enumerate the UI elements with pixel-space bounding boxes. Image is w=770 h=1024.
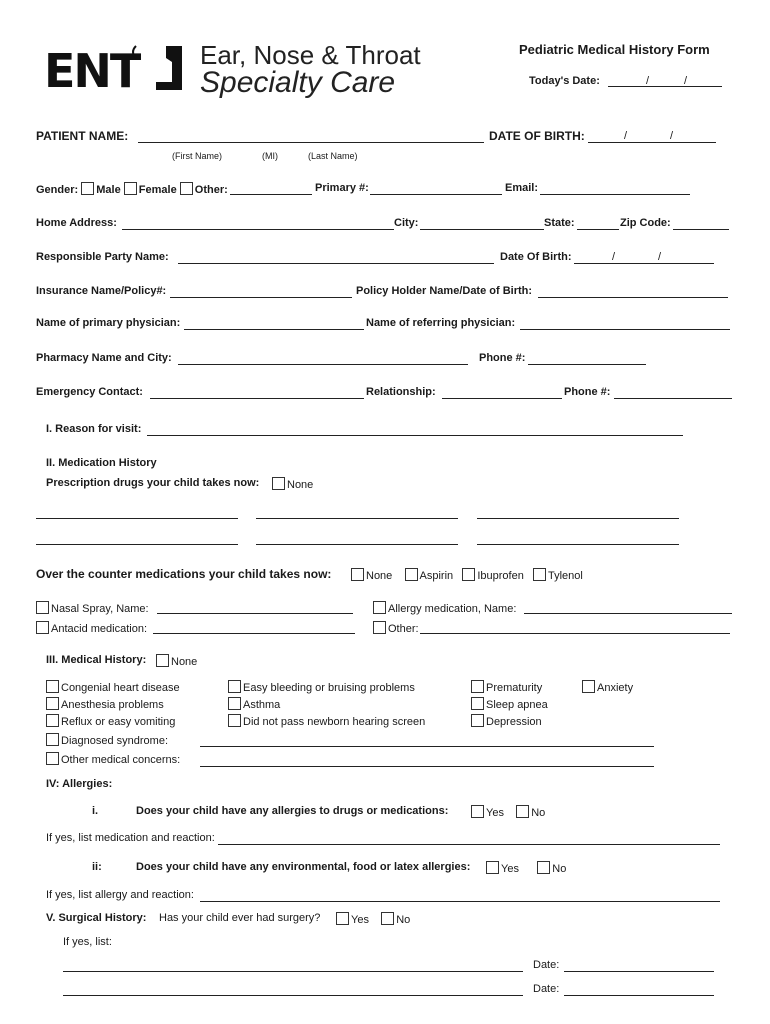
history-checkbox[interactable] (228, 680, 241, 693)
mi-caption: (MI) (262, 151, 278, 161)
surgery-date-field[interactable] (564, 995, 714, 996)
prescription-line[interactable] (256, 544, 458, 545)
medical-history-none-checkbox[interactable] (156, 654, 169, 667)
policy-holder-field[interactable] (538, 297, 728, 298)
todays-date-field[interactable] (608, 86, 722, 87)
email-field[interactable] (540, 194, 690, 195)
history-checkbox[interactable] (46, 714, 59, 727)
tylenol-checkbox[interactable] (533, 568, 546, 581)
none-label: None (287, 479, 314, 491)
gender-row (36, 182, 228, 196)
history-item (46, 752, 180, 769)
male-label: Male (96, 184, 121, 196)
yes-label: Yes (486, 807, 504, 819)
history-label: Depression (486, 716, 542, 728)
primary-phone-label: Primary #: (315, 182, 369, 194)
history-item (228, 680, 425, 697)
referring-physician-label: Name of referring physician: (366, 317, 516, 329)
emergency-contact-label: Emergency Contact: (36, 386, 143, 398)
history-item (228, 714, 425, 731)
first-name-caption: (First Name) (172, 151, 222, 161)
history-item (582, 680, 633, 694)
allergy-q2-no-checkbox[interactable] (537, 861, 550, 874)
emergency-phone-label: Phone #: (564, 386, 611, 398)
surgical-history-title: V. Surgical History: (46, 912, 147, 924)
other-label: Other: (194, 184, 228, 196)
antacid-field[interactable] (153, 633, 355, 634)
history-item (228, 697, 425, 714)
surgery-if-yes: If yes, list: (63, 936, 112, 948)
prescription-label: Prescription drugs your child takes now: (46, 477, 260, 489)
patient-name-label: PATIENT NAME: (36, 129, 129, 143)
referring-physician-field[interactable] (520, 329, 730, 330)
history-label: Easy bleeding or bruising problems (243, 682, 415, 694)
emergency-contact-field[interactable] (150, 398, 364, 399)
otc-options (351, 568, 583, 582)
surgery-line[interactable] (63, 995, 523, 996)
otc-none-label: None (366, 570, 393, 582)
primary-phone-field[interactable] (370, 194, 502, 195)
history-checkbox[interactable] (471, 697, 484, 710)
history-checkbox[interactable] (471, 680, 484, 693)
other-med-field[interactable] (420, 633, 730, 634)
antacid-checkbox[interactable] (36, 621, 49, 634)
history-checkbox[interactable] (471, 714, 484, 727)
reason-label: I. Reason for visit: (46, 423, 142, 435)
tylenol-label: Tylenol (547, 570, 583, 582)
allergy-q1-followup: If yes, list medication and reaction: (46, 832, 215, 844)
allergy-q1-field[interactable] (218, 844, 720, 845)
history-checkbox[interactable] (46, 680, 59, 693)
prescription-line[interactable] (477, 518, 679, 519)
diagnosed-syndrome-field[interactable] (200, 746, 654, 747)
history-item (471, 714, 548, 731)
allergy-q2-field[interactable] (200, 901, 720, 902)
allergies-title: IV: Allergies: (46, 778, 113, 790)
otc-none-checkbox[interactable] (351, 568, 364, 581)
other-med-label: Other: (388, 623, 419, 635)
allergy-med-field[interactable] (524, 613, 732, 614)
allergy-med-label: Allergy medication, Name: (388, 603, 517, 615)
no-label: No (531, 807, 546, 819)
gender-label: Gender: (36, 184, 79, 196)
email-label: Email: (505, 182, 539, 194)
city-field[interactable] (420, 229, 544, 230)
history-item (46, 680, 180, 697)
city-label: City: (394, 217, 419, 229)
allergy-q1-options (471, 805, 545, 819)
allergy-q2-yes-checkbox[interactable] (486, 861, 499, 874)
allergy-q1-text: Does your child have any allergies to drugs or medications: (136, 805, 449, 817)
history-checkbox[interactable] (46, 697, 59, 710)
prescription-line[interactable] (36, 544, 238, 545)
allergy-q2-text: Does your child have any environmental, food or latex allergies: (136, 861, 471, 873)
primary-physician-label: Name of primary physician: (36, 317, 181, 329)
ibuprofen-checkbox[interactable] (462, 568, 475, 581)
antacid-row (36, 621, 147, 635)
date-slash: / (624, 130, 628, 142)
female-label: Female (138, 184, 177, 196)
otc-label: Over the counter medications your child takes now: (36, 567, 332, 581)
ibuprofen-label: Ibuprofen (477, 570, 524, 582)
medication-history-title: II. Medication History (46, 457, 157, 469)
history-label: Did not pass newborn hearing screen (243, 716, 426, 728)
relationship-field[interactable] (442, 398, 562, 399)
history-label: Diagnosed syndrome: (61, 735, 169, 747)
reason-field[interactable] (147, 435, 683, 436)
history-col2 (228, 680, 425, 731)
history-checkbox[interactable] (228, 697, 241, 710)
none-label: None (171, 656, 198, 668)
history-item (471, 697, 548, 714)
relationship-label: Relationship: (366, 386, 436, 398)
pharmacy-phone-field[interactable] (528, 364, 646, 365)
other-concerns-field[interactable] (200, 766, 654, 767)
allergy-q1-yes-checkbox[interactable] (471, 805, 484, 818)
history-item (46, 714, 180, 731)
surgery-yes-checkbox[interactable] (336, 912, 349, 925)
date-slash: / (670, 130, 674, 142)
primary-physician-field[interactable] (184, 329, 364, 330)
last-name-caption: (Last Name) (308, 151, 358, 161)
history-item (471, 680, 548, 697)
responsible-dob-label: Date Of Birth: (500, 251, 572, 263)
history-label: Prematurity (486, 682, 543, 694)
no-label: No (396, 914, 411, 926)
allergy-med-row (373, 601, 516, 615)
todays-date-label: Today's Date: (529, 75, 600, 87)
responsible-party-label: Responsible Party Name: (36, 251, 169, 263)
history-item (46, 733, 180, 750)
history-item (46, 697, 180, 714)
nasal-spray-label: Nasal Spray, Name: (51, 603, 149, 615)
yes-label: Yes (351, 914, 369, 926)
history-label: Congenial heart disease (61, 682, 180, 694)
date-slash: / (684, 75, 688, 87)
history-label: Reflux or easy vomiting (61, 716, 176, 728)
logo-subtitle: Specialty Care (200, 66, 396, 99)
history-label: Other medical concerns: (61, 754, 181, 766)
surgery-question: Has your child ever had surgery? (159, 912, 321, 924)
emergency-phone-field[interactable] (614, 398, 732, 399)
history-label: Anxiety (597, 682, 634, 694)
male-checkbox[interactable] (81, 182, 94, 195)
pharmacy-field[interactable] (178, 364, 468, 365)
history-label: Asthma (243, 699, 281, 711)
other-med-row (373, 621, 419, 635)
history-checkbox[interactable] (46, 752, 59, 765)
antacid-label: Antacid medication: (51, 623, 147, 635)
allergy-q1-number: i. (92, 805, 99, 817)
history-label: Anesthesia problems (61, 699, 164, 711)
surgery-options (336, 912, 410, 926)
surgery-no-checkbox[interactable] (381, 912, 394, 925)
aspirin-checkbox[interactable] (405, 568, 418, 581)
form-title: Pediatric Medical History Form (519, 42, 710, 57)
home-address-label: Home Address: (36, 217, 117, 229)
date-slash: / (646, 75, 650, 87)
allergy-q2-number: ii: (92, 861, 102, 873)
insurance-label: Insurance Name/Policy#: (36, 285, 167, 297)
prescription-line[interactable] (36, 518, 238, 519)
state-field[interactable] (577, 229, 619, 230)
surgery-date-label: Date: (533, 959, 560, 971)
prescription-none (272, 477, 313, 491)
history-checkbox[interactable] (228, 714, 241, 727)
history-col1 (46, 680, 180, 769)
responsible-party-field[interactable] (178, 263, 494, 264)
allergy-q1-no-checkbox[interactable] (516, 805, 529, 818)
policy-holder-label: Policy Holder Name/Date of Birth: (356, 285, 533, 297)
female-checkbox[interactable] (124, 182, 137, 195)
yes-label: Yes (501, 863, 519, 875)
date-slash: / (658, 251, 662, 263)
nasal-spray-field[interactable] (157, 613, 353, 614)
zip-label: Zip Code: (620, 217, 671, 229)
no-label: No (552, 863, 567, 875)
surgery-line[interactable] (63, 971, 523, 972)
insurance-field[interactable] (170, 297, 352, 298)
history-col3 (471, 680, 548, 731)
dob-field[interactable] (588, 142, 716, 143)
zip-field[interactable] (673, 229, 729, 230)
aspirin-label: Aspirin (419, 570, 454, 582)
nasal-spray-row (36, 601, 149, 615)
logo-ent-mark: ENT (44, 44, 140, 98)
prescription-none-checkbox[interactable] (272, 477, 285, 490)
history-checkbox[interactable] (46, 733, 59, 746)
nasal-spray-checkbox[interactable] (36, 601, 49, 614)
history-col4 (582, 680, 633, 694)
surgery-date-label: Date: (533, 983, 560, 995)
home-address-field[interactable] (122, 229, 394, 230)
history-label: Sleep apnea (486, 699, 548, 711)
allergy-med-checkbox[interactable] (373, 601, 386, 614)
prescription-line[interactable] (256, 518, 458, 519)
pharmacy-phone-label: Phone #: (479, 352, 526, 364)
patient-name-field[interactable] (138, 142, 484, 143)
logo-title: Ear, Nose & Throat (200, 40, 421, 70)
allergy-q2-options (486, 861, 566, 875)
other-gender-field[interactable] (230, 194, 312, 195)
dob-label: DATE OF BIRTH: (489, 129, 585, 143)
medical-history-title: III. Medical History: (46, 654, 147, 666)
prescription-line[interactable] (477, 544, 679, 545)
logo-graphic (128, 42, 198, 98)
medical-history-none (156, 654, 197, 668)
state-label: State: (544, 217, 575, 229)
allergy-q2-followup: If yes, list allergy and reaction: (46, 889, 194, 901)
other-checkbox[interactable] (180, 182, 193, 195)
responsible-dob-field[interactable] (574, 263, 714, 264)
date-slash: / (612, 251, 616, 263)
pharmacy-label: Pharmacy Name and City: (36, 352, 172, 364)
other-med-checkbox[interactable] (373, 621, 386, 634)
history-checkbox[interactable] (582, 680, 595, 693)
surgery-date-field[interactable] (564, 971, 714, 972)
